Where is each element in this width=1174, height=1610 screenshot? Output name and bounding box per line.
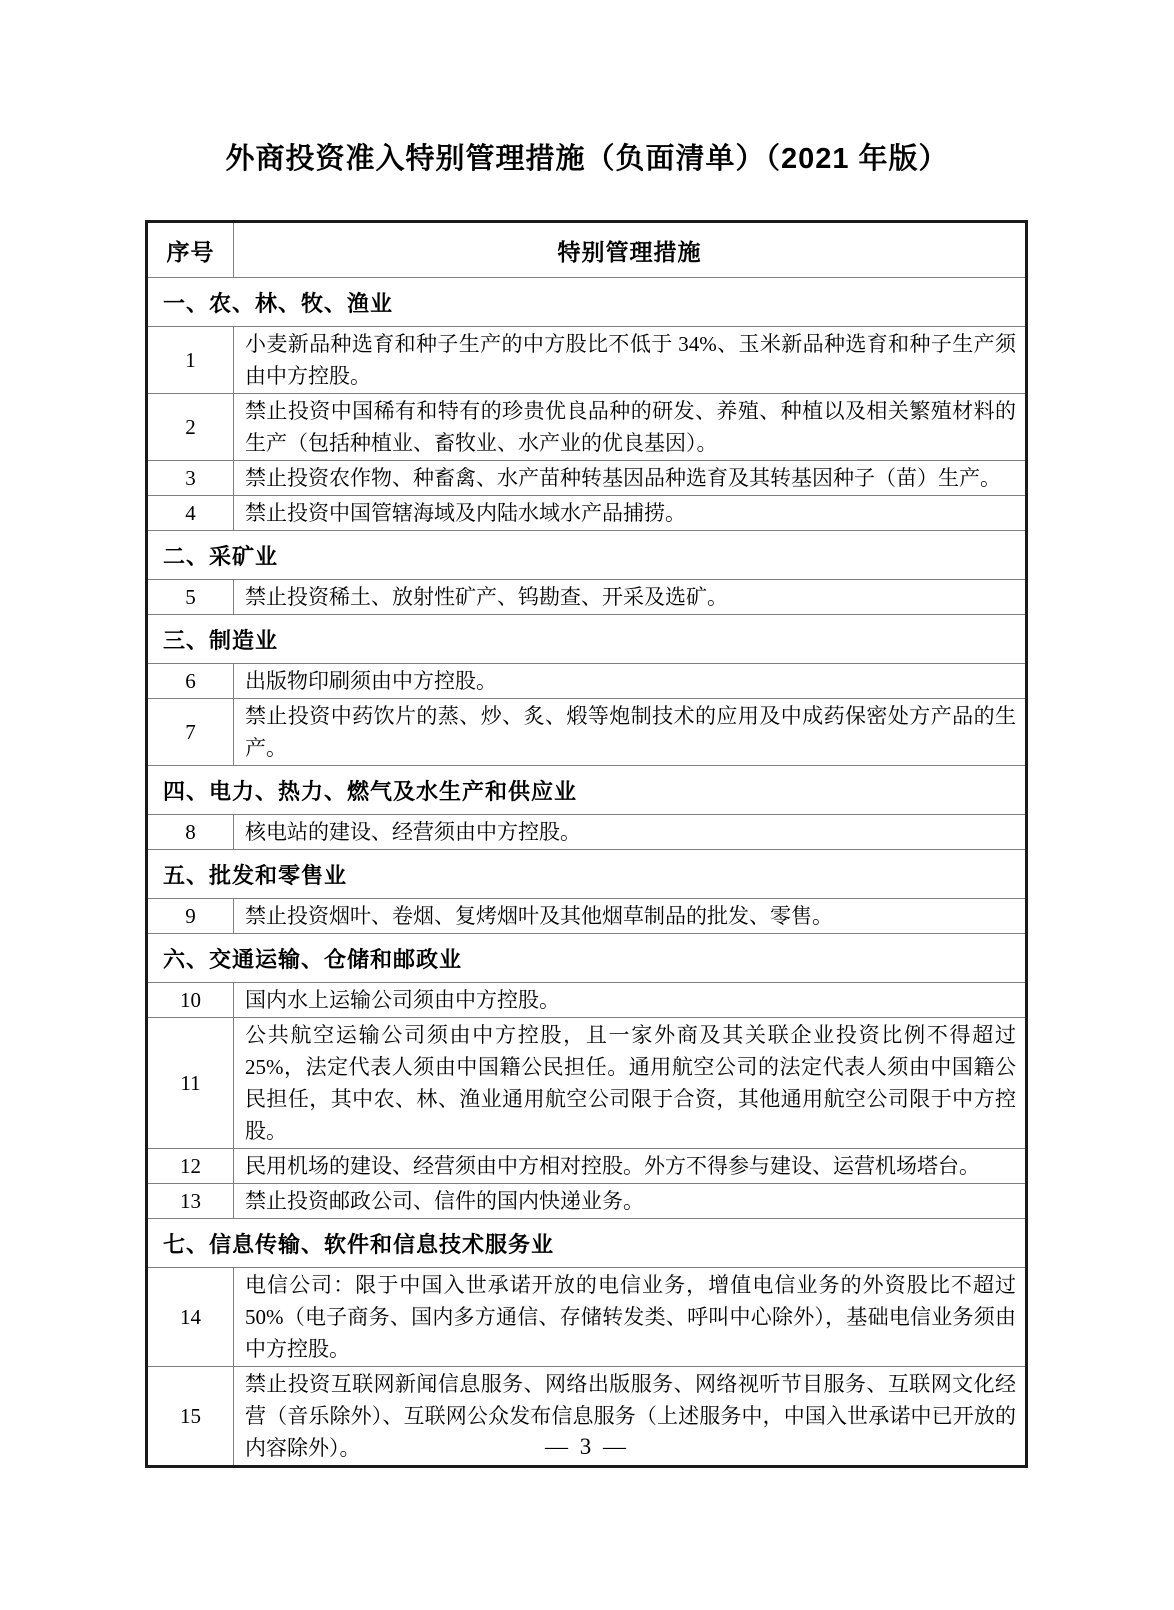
measure-text: 禁止投资农作物、种畜禽、水产苗种转基因品种选育及其转基因种子（苗）生产。: [234, 461, 1027, 496]
section-title: 四、电力、热力、燃气及水生产和供应业: [147, 766, 1027, 815]
table-row: [147, 1018, 1027, 1149]
row-number: 5: [147, 580, 234, 615]
section-header-row: [147, 934, 1027, 983]
measure-text: 禁止投资互联网新闻信息服务、网络出版服务、网络视听节目服务、互联网文化经营（音乐除外）、互联网公众发布信息服务（上述服务中，中国入世承诺中已开放的内容除外）。: [234, 1367, 1027, 1467]
row-number: 13: [147, 1184, 234, 1219]
section-header-row: [147, 850, 1027, 899]
measure-text: 核电站的建设、经营须由中方控股。: [234, 815, 1027, 850]
measure-text: 禁止投资烟叶、卷烟、复烤烟叶及其他烟草制品的批发、零售。: [234, 899, 1027, 934]
row-number: 11: [147, 1018, 234, 1149]
table-row: [147, 327, 1027, 394]
table-header-row: [147, 222, 1027, 278]
table-row: [147, 699, 1027, 766]
row-number: 1: [147, 327, 234, 394]
row-number: 15: [147, 1367, 234, 1467]
page-title: 外商投资准入特别管理措施（负面清单）（2021 年版）: [225, 143, 949, 175]
section-title: 六、交通运输、仓储和邮政业: [147, 934, 1027, 983]
section-title: 一、农、林、牧、渔业: [147, 278, 1027, 327]
table-row: [147, 1184, 1027, 1219]
row-number: 12: [147, 1149, 234, 1184]
row-number: 3: [147, 461, 234, 496]
section-title: 二、采矿业: [147, 531, 1027, 580]
row-number: 8: [147, 815, 234, 850]
measure-text: 禁止投资中国管辖海域及内陆水域水产品捕捞。: [234, 496, 1027, 531]
table-row: [147, 983, 1027, 1018]
table-row: [147, 1149, 1027, 1184]
measure-text: 禁止投资中药饮片的蒸、炒、炙、煅等炮制技术的应用及中成药保密处方产品的生产。: [234, 699, 1027, 766]
table-row: [147, 580, 1027, 615]
table-row: [147, 664, 1027, 699]
row-number: 2: [147, 394, 234, 461]
measure-text: 禁止投资邮政公司、信件的国内快递业务。: [234, 1184, 1027, 1219]
section-title: 三、制造业: [147, 615, 1027, 664]
section-header-row: [147, 1219, 1027, 1268]
section-title: 五、批发和零售业: [147, 850, 1027, 899]
measure-text: 小麦新品种选育和种子生产的中方股比不低于 34%、玉米新品种选育和种子生产须由中方控股。: [234, 327, 1027, 394]
page-number: — 3 —: [545, 1434, 629, 1459]
measures-table: [145, 220, 1028, 1468]
measure-text: 公共航空运输公司须由中方控股，且一家外商及其关联企业投资比例不得超过 25%，法定代表人须由中国籍公民担任。通用航空公司的法定代表人须由中国籍公民担任，其中农、林、渔业通用航空公司限于合资，其他通用航空公司限于中方控股。: [234, 1018, 1027, 1149]
section-header-row: [147, 615, 1027, 664]
section-header-row: [147, 278, 1027, 327]
row-number: 7: [147, 699, 234, 766]
section-title: 七、信息传输、软件和信息技术服务业: [147, 1219, 1027, 1268]
table-row: [147, 899, 1027, 934]
row-number: 9: [147, 899, 234, 934]
table-row: [147, 461, 1027, 496]
table-row: [147, 1268, 1027, 1367]
measure-text: 民用机场的建设、经营须由中方相对控股。外方不得参与建设、运营机场塔台。: [234, 1149, 1027, 1184]
row-number: 14: [147, 1268, 234, 1367]
header-col-number: 序号: [147, 222, 234, 278]
header-col-measure: 特别管理措施: [234, 222, 1027, 278]
section-header-row: [147, 766, 1027, 815]
row-number: 10: [147, 983, 234, 1018]
section-header-row: [147, 531, 1027, 580]
measure-text: 电信公司：限于中国入世承诺开放的电信业务，增值电信业务的外资股比不超过 50%（电子商务、国内多方通信、存储转发类、呼叫中心除外），基础电信业务须由中方控股。: [234, 1268, 1027, 1367]
measure-text: 国内水上运输公司须由中方控股。: [234, 983, 1027, 1018]
measure-text: 出版物印刷须由中方控股。: [234, 664, 1027, 699]
table-row: [147, 496, 1027, 531]
row-number: 4: [147, 496, 234, 531]
measure-text: 禁止投资中国稀有和特有的珍贵优良品种的研发、养殖、种植以及相关繁殖材料的生产（包括种植业、畜牧业、水产业的优良基因）。: [234, 394, 1027, 461]
table-row: [147, 394, 1027, 461]
row-number: 6: [147, 664, 234, 699]
table-row: [147, 815, 1027, 850]
measure-text: 禁止投资稀土、放射性矿产、钨勘查、开采及选矿。: [234, 580, 1027, 615]
